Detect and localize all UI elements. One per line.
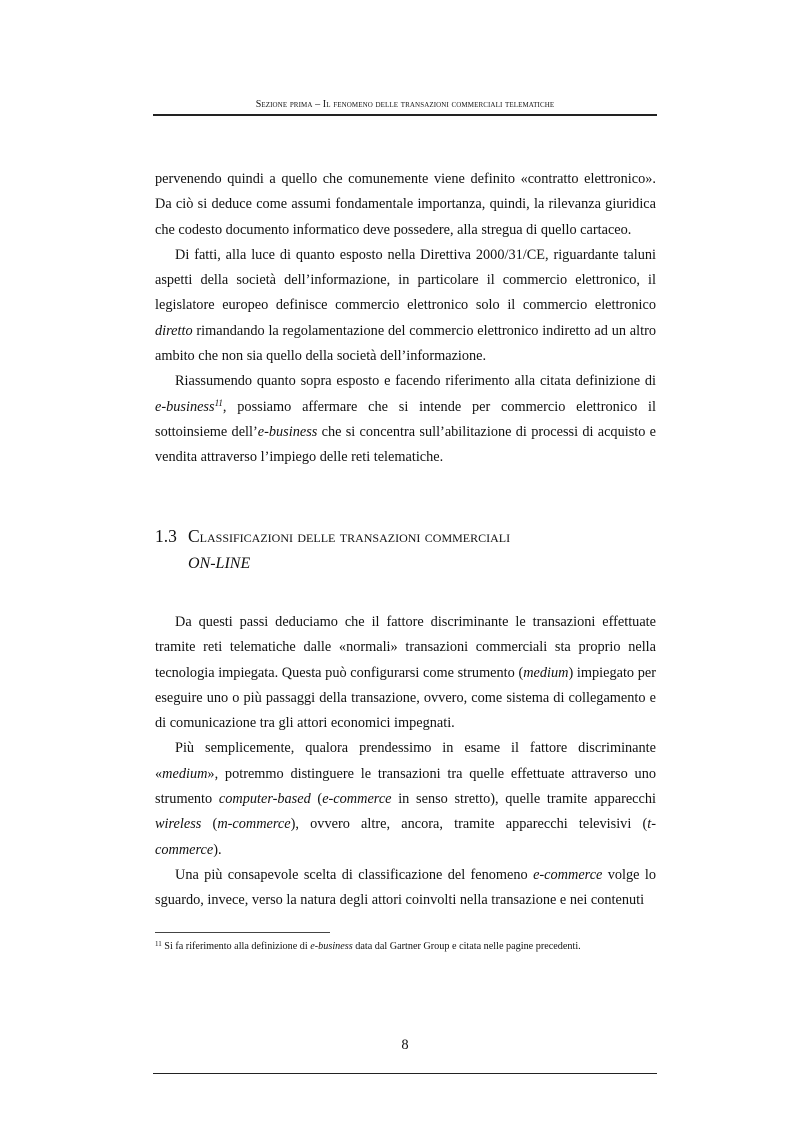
section-title: Classificazioni delle transazioni commerciali	[188, 526, 511, 546]
footnote-rule	[155, 932, 330, 933]
footnote-reference[interactable]: 11	[214, 397, 223, 408]
body-text-bottom	[155, 610, 656, 914]
paragraph-4: Da questi passi deduciamo che il fattore discriminante le transazioni effettuate tramite reti telematiche dalle «normali» transazioni commerciali sta proprio nella tecnologia impiegata. Questa può configurarsi come strumento (medium) impiegato per eseguire uno o più passaggi della transazione, ovvero, come sistema di collegamento e di comunicazione tra gli attori economici impegnati.	[155, 614, 656, 732]
page-number: 8	[401, 1037, 409, 1053]
running-header: Sezione prima – Il fenomeno delle transazioni commerciali telematiche	[255, 99, 555, 110]
section-heading	[155, 521, 656, 551]
section-number: 1.3	[155, 526, 177, 546]
footer-rule	[153, 1073, 657, 1074]
footnote: $^{11}$ Si fa riferimento alla definizione di e-business data dal Gartner Group e citata nelle pagine precedenti.	[155, 940, 581, 952]
paragraph-1: pervenendo quindi a quello che comunemente viene definito «contratto elettronico». Da ciò si deduce come assumi fondamentale importanza, quindi, la rilevanza giuridica che codesto documento informatico deve possedere, alla stregua di quello cartaceo.	[155, 171, 656, 238]
footnote-number: 11	[155, 940, 162, 948]
header-rule	[153, 114, 657, 116]
paragraph-5: Più semplicemente, qualora prendessimo in esame il fattore discriminante «medium», potremmo distinguere le transazioni tra quelle effettuate attraverso uno strumento computer-based (e-commerce in senso stretto), quelle tramite apparecchi wireless (m-commerce), ovvero altre, ancora, tramite apparecchi televisivi (t-commerce).	[155, 740, 656, 858]
body-text-top	[155, 167, 656, 471]
section-title-continuation: ON-LINE	[188, 555, 251, 572]
paragraph-6: Una più consapevole scelta di classificazione del fenomeno e-commerce volge lo sguardo, invece, verso la natura degli attori coinvolti nella transazione e nei contenuti	[155, 866, 656, 909]
paragraph-3: Riassumendo quanto sopra esposto e facendo riferimento alla citata definizione di e-business$^{11}$, possiamo affermare che si intende per commercio elettronico il sottoinsieme dell’e-business che si concentra sull’abilitazione di processi di acquisto e vendita attraverso l’impiego delle reti telematiche.	[155, 373, 657, 466]
paragraph-2: Di fatti, alla luce di quanto esposto nella Direttiva 2000/31/CE, riguardante taluni aspetti della società dell’informazione, in particolare il commercio elettronico, il legislatore europeo definisce commercio elettronico solo il commercio elettronico diretto rimandando la regolamentazione del commercio elettronico indiretto ad un altro ambito che non sia quello della società dell’informazione.	[155, 246, 656, 365]
